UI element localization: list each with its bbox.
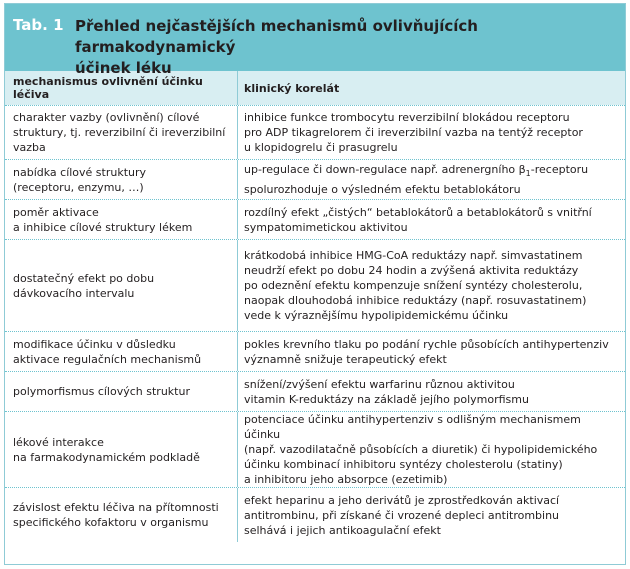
correlate-cell: potenciace účinku antihypertenziv s odlišným mechanismem účinku (např. vazodilatačně působících a diuretik) či hypolipidemického účinku kombinací inhibitoru syntézy cholesterolu (statiny) a inhibitoru jeho absorpce (ezetimib) — [244, 413, 598, 486]
table-row — [5, 159, 625, 199]
mechanism-cell: závislost efektu léčiva na přítomnosti specifického kofaktoru v organismu — [5, 488, 238, 542]
correlate-cell: krátkodobá inhibice HMG-CoA reduktázy např. simvastatinem neudrží efekt po dobu 24 hodin a zvýšená aktivita reduktázy po odeznění efektu kompenzuje snížení syntézy cholesterolu, naopak dlouhodobá inhibice reduktázy (např. rosuvastatinem) vede k výraznějšímu hypolipidemickému účinku — [244, 249, 587, 322]
table-title: Přehled nejčastějších mechanismů ovlivňujících farmakodynamický účinek léku — [75, 17, 478, 77]
mechanism-cell: modifikace účinku v důsledku aktivace regulačních mechanismů — [5, 332, 238, 371]
mechanism-cell: dostatečný efekt po dobu dávkovacího intervalu — [5, 240, 238, 331]
mechanism-cell: charakter vazby (ovlivnění) cílové struktury, tj. reverzibilní či ireverzibilní vazba — [5, 106, 238, 159]
table-row — [5, 105, 625, 159]
table-row — [5, 331, 625, 371]
mechanism-cell: nabídka cílové struktury (receptoru, enzymu, …) — [5, 160, 238, 199]
correlate-cell: pokles krevního tlaku po podání rychle působících antihypertenziv významně snižuje terapeutický efekt — [244, 337, 609, 366]
correlate-cell — [238, 160, 625, 199]
table-number: Tab. 1 — [13, 16, 64, 34]
table-row — [5, 371, 625, 411]
table-card — [4, 3, 626, 565]
header-correlate: klinický korelát — [244, 81, 340, 95]
correlate-text-part: up-regulace či down-regulace např. adrenergního β — [244, 163, 526, 177]
correlate-text-part: -receptoru spolurozhoduje o výsledném efektu betablokátoru — [244, 163, 589, 196]
table-row — [5, 239, 625, 331]
mechanism-cell: lékové interakce na farmakodynamickém podkladě — [5, 412, 238, 487]
table-header-row — [5, 71, 625, 105]
correlate-cell: inhibice funkce trombocytu reverzibilní blokádou receptoru pro ADP tikagrelorem či ireverzibilní vazba na tentýž receptor u klopidogrelu či prasugrelu — [244, 111, 583, 154]
mechanism-cell: polymorfismus cílových struktur — [5, 372, 238, 411]
subscript-text: 1 — [525, 169, 531, 179]
correlate-cell: snížení/zvýšení efektu warfarinu různou aktivitou vitamin K-reduktázy na základě jejího polymorfismu — [244, 377, 529, 406]
correlate-cell: efekt heparinu a jeho derivátů je zprostředkován aktivací antitrombinu, při získané či vrozené depleci antitrombinu selhává i jejich antikoagulační efekt — [244, 493, 560, 537]
table-row — [5, 199, 625, 239]
header-mechanism: mechanismus ovlivnění účinku léčiva — [5, 71, 238, 105]
correlate-cell: rozdílný efekt „čistých“ betablokátorů a betablokátorů s vnitřní sympatomimetickou aktivitou — [244, 205, 592, 234]
table-row — [5, 487, 625, 542]
table-row — [5, 411, 625, 487]
mechanism-cell: poměr aktivace a inhibice cílové struktury lékem — [5, 200, 238, 239]
table-title-bar — [5, 4, 625, 77]
